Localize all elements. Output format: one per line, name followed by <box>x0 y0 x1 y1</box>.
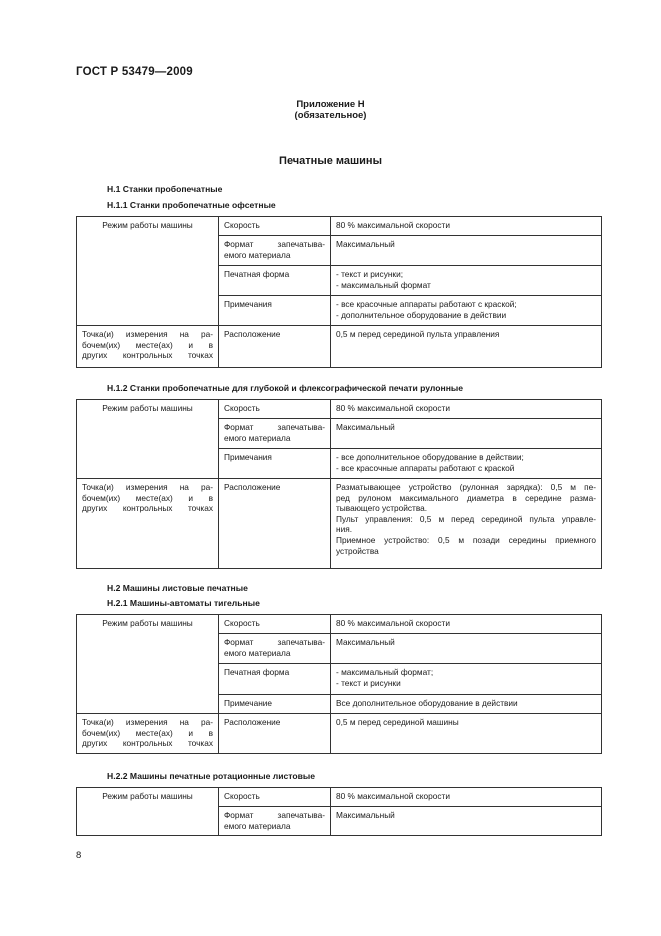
param-value: 80 % максимальной скорости <box>331 400 602 419</box>
mode-cell: Режим работы машины <box>77 615 219 714</box>
section-heading: Н.2.2 Машины печатные ротационные листовые <box>107 771 316 781</box>
param-value: Максимальный <box>331 236 602 266</box>
param-label: Расположение <box>219 326 331 368</box>
param-value: Максимальный <box>331 419 602 449</box>
page-number: 8 <box>76 850 82 861</box>
param-label: Формат запечатыва- емого материала <box>219 634 331 664</box>
param-label: Печатная форма <box>219 664 331 695</box>
param-value: 80 % максимальной скорости <box>331 615 602 634</box>
section-heading: Н.1.1 Станки пробопечатные офсетные <box>107 200 276 210</box>
param-value: - все красочные аппараты работают с краской; - дополнительное оборудование в действии <box>331 296 602 326</box>
param-label: Примечание <box>219 695 331 714</box>
param-label: Формат запечатыва- емого материала <box>219 419 331 449</box>
annex-status: (обязательное) <box>294 110 367 121</box>
param-value: Максимальный <box>331 634 602 664</box>
section-heading: Н.2.1 Машины-автоматы тигельные <box>107 598 260 608</box>
section-heading: Н.2 Машины листовые печатные <box>107 583 248 593</box>
table-offset-proof-presses <box>76 216 602 368</box>
param-value: 80 % максимальной скорости <box>331 788 602 807</box>
param-value: 0,5 м перед серединой машины <box>331 714 602 754</box>
measurement-points-cell: Точка(и) измерения на ра- бочем(их) месте(ах) и в других контрольных точках <box>77 326 219 368</box>
measurement-points-cell: Точка(и) измерения на ра- бочем(их) месте(ах) и в других контрольных точках <box>77 479 219 569</box>
param-value: 80 % максимальной скорости <box>331 217 602 236</box>
param-value: Максимальный <box>331 807 602 836</box>
param-value: - все дополнительное оборудование в действии; - все красочные аппараты работают с краской <box>331 449 602 479</box>
param-value: - максимальный формат; - текст и рисунки <box>331 664 602 695</box>
param-label: Формат запечатыва- емого материала <box>219 807 331 836</box>
param-label: Расположение <box>219 714 331 754</box>
measurement-points-cell: Точка(и) измерения на ра- бочем(их) месте(ах) и в других контрольных точках <box>77 714 219 754</box>
mode-cell: Режим работы машины <box>77 400 219 479</box>
param-label: Скорость <box>219 400 331 419</box>
param-label: Скорость <box>219 217 331 236</box>
param-label: Скорость <box>219 615 331 634</box>
table-platen-presses <box>76 614 602 754</box>
mode-cell: Режим работы машины <box>77 217 219 326</box>
param-label: Печатная форма <box>219 266 331 296</box>
section-heading: Н.1 Станки пробопечатные <box>107 184 223 194</box>
table-rotary-sheet-presses <box>76 787 602 836</box>
param-label: Примечания <box>219 449 331 479</box>
param-value: Разматывающее устройство (рулонная зарядка): 0,5 м пе- ред рулоном максимального диаметра в середине разма- тывающего устройства. Пульт управления: 0,5 м перед серединой пульта управле- ния. Приемное устройство: 0,5 м позади середины приемного устройства <box>331 479 602 569</box>
table-gravure-flexo-proof-presses <box>76 399 602 569</box>
annex-title: Приложение Н <box>296 99 365 110</box>
param-label: Расположение <box>219 479 331 569</box>
section-heading: Н.1.2 Станки пробопечатные для глубокой и флексографической печати рулонные <box>107 383 464 393</box>
mode-cell: Режим работы машины <box>77 788 219 836</box>
param-value: - текст и рисунки; - максимальный формат <box>331 266 602 296</box>
param-label: Формат запечатыва- емого материала <box>219 236 331 266</box>
param-label: Примечания <box>219 296 331 326</box>
param-value: Все дополнительное оборудование в действии <box>331 695 602 714</box>
document-title: Печатные машины <box>279 155 382 167</box>
param-label: Скорость <box>219 788 331 807</box>
standard-number: ГОСТ Р 53479—2009 <box>76 66 193 78</box>
param-value: 0,5 м перед серединой пульта управления <box>331 326 602 368</box>
